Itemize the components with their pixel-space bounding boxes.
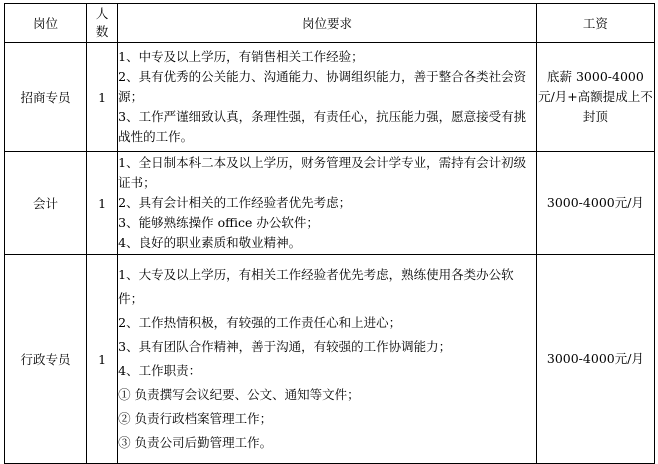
count-cell: 1 bbox=[87, 43, 118, 152]
requirement-item: 1、大专及以上学历，有相关工作经验者优先考虑，熟练使用各类办公软件； bbox=[118, 267, 514, 306]
requirement-item: 4、工作职责： bbox=[118, 363, 202, 378]
table-row bbox=[5, 255, 655, 464]
position-cell: 行政专员 bbox=[5, 255, 87, 464]
requirement-item: 1、中专及以上学历，有销售相关工作经验； bbox=[118, 49, 364, 64]
header-count bbox=[87, 4, 118, 43]
requirements-cell bbox=[118, 152, 537, 255]
header-requirements: 岗位要求 bbox=[118, 4, 537, 43]
requirement-item: 3、工作严谨细致认真，条理性强，有责任心，抗压能力强，愿意接受有挑战性的工作。 bbox=[118, 109, 527, 144]
header-count-label: 人数 bbox=[95, 6, 109, 39]
table-header-row bbox=[5, 4, 655, 43]
duty-item: ① 负责撰写会议纪要、公文、通知等文件； bbox=[118, 387, 360, 402]
count-cell: 1 bbox=[87, 152, 118, 255]
header-position: 岗位 bbox=[5, 4, 87, 43]
position-cell: 招商专员 bbox=[5, 43, 87, 152]
requirement-item: 2、工作热情积极，有较强的工作责任心和上进心； bbox=[118, 315, 402, 330]
requirement-item: 2、具有会计相关的工作经验者优先考虑； bbox=[118, 195, 352, 210]
requirements-cell bbox=[118, 255, 537, 464]
requirement-item: 4、良好的职业素质和敬业精神。 bbox=[118, 235, 302, 250]
table-row bbox=[5, 152, 655, 255]
requirement-item: 2、具有优秀的公关能力、沟通能力、协调组织能力，善于整合各类社会资源； bbox=[118, 69, 527, 104]
duty-item: ② 负责行政档案管理工作； bbox=[118, 411, 273, 426]
header-salary: 工资 bbox=[536, 4, 654, 43]
requirement-item: 1、全日制本科二本及以上学历，财务管理及会计学专业，需持有会计初级证书； bbox=[118, 155, 527, 190]
salary-cell: 3000-4000元/月 bbox=[536, 255, 654, 464]
table-row bbox=[5, 43, 655, 152]
position-cell: 会计 bbox=[5, 152, 87, 255]
salary-cell: 底薪 3000-4000 元/月+高额提成上不封顶 bbox=[536, 43, 654, 152]
requirement-item: 3、具有团队合作精神，善于沟通，有较强的工作协调能力； bbox=[118, 339, 452, 354]
count-cell: 1 bbox=[87, 255, 118, 464]
requirement-item: 3、能够熟练操作 office 办公软件； bbox=[118, 215, 319, 230]
salary-cell: 3000-4000元/月 bbox=[536, 152, 654, 255]
requirements-cell bbox=[118, 43, 537, 152]
job-table bbox=[4, 3, 655, 464]
duty-item: ③ 负责公司后勤管理工作。 bbox=[118, 435, 273, 450]
